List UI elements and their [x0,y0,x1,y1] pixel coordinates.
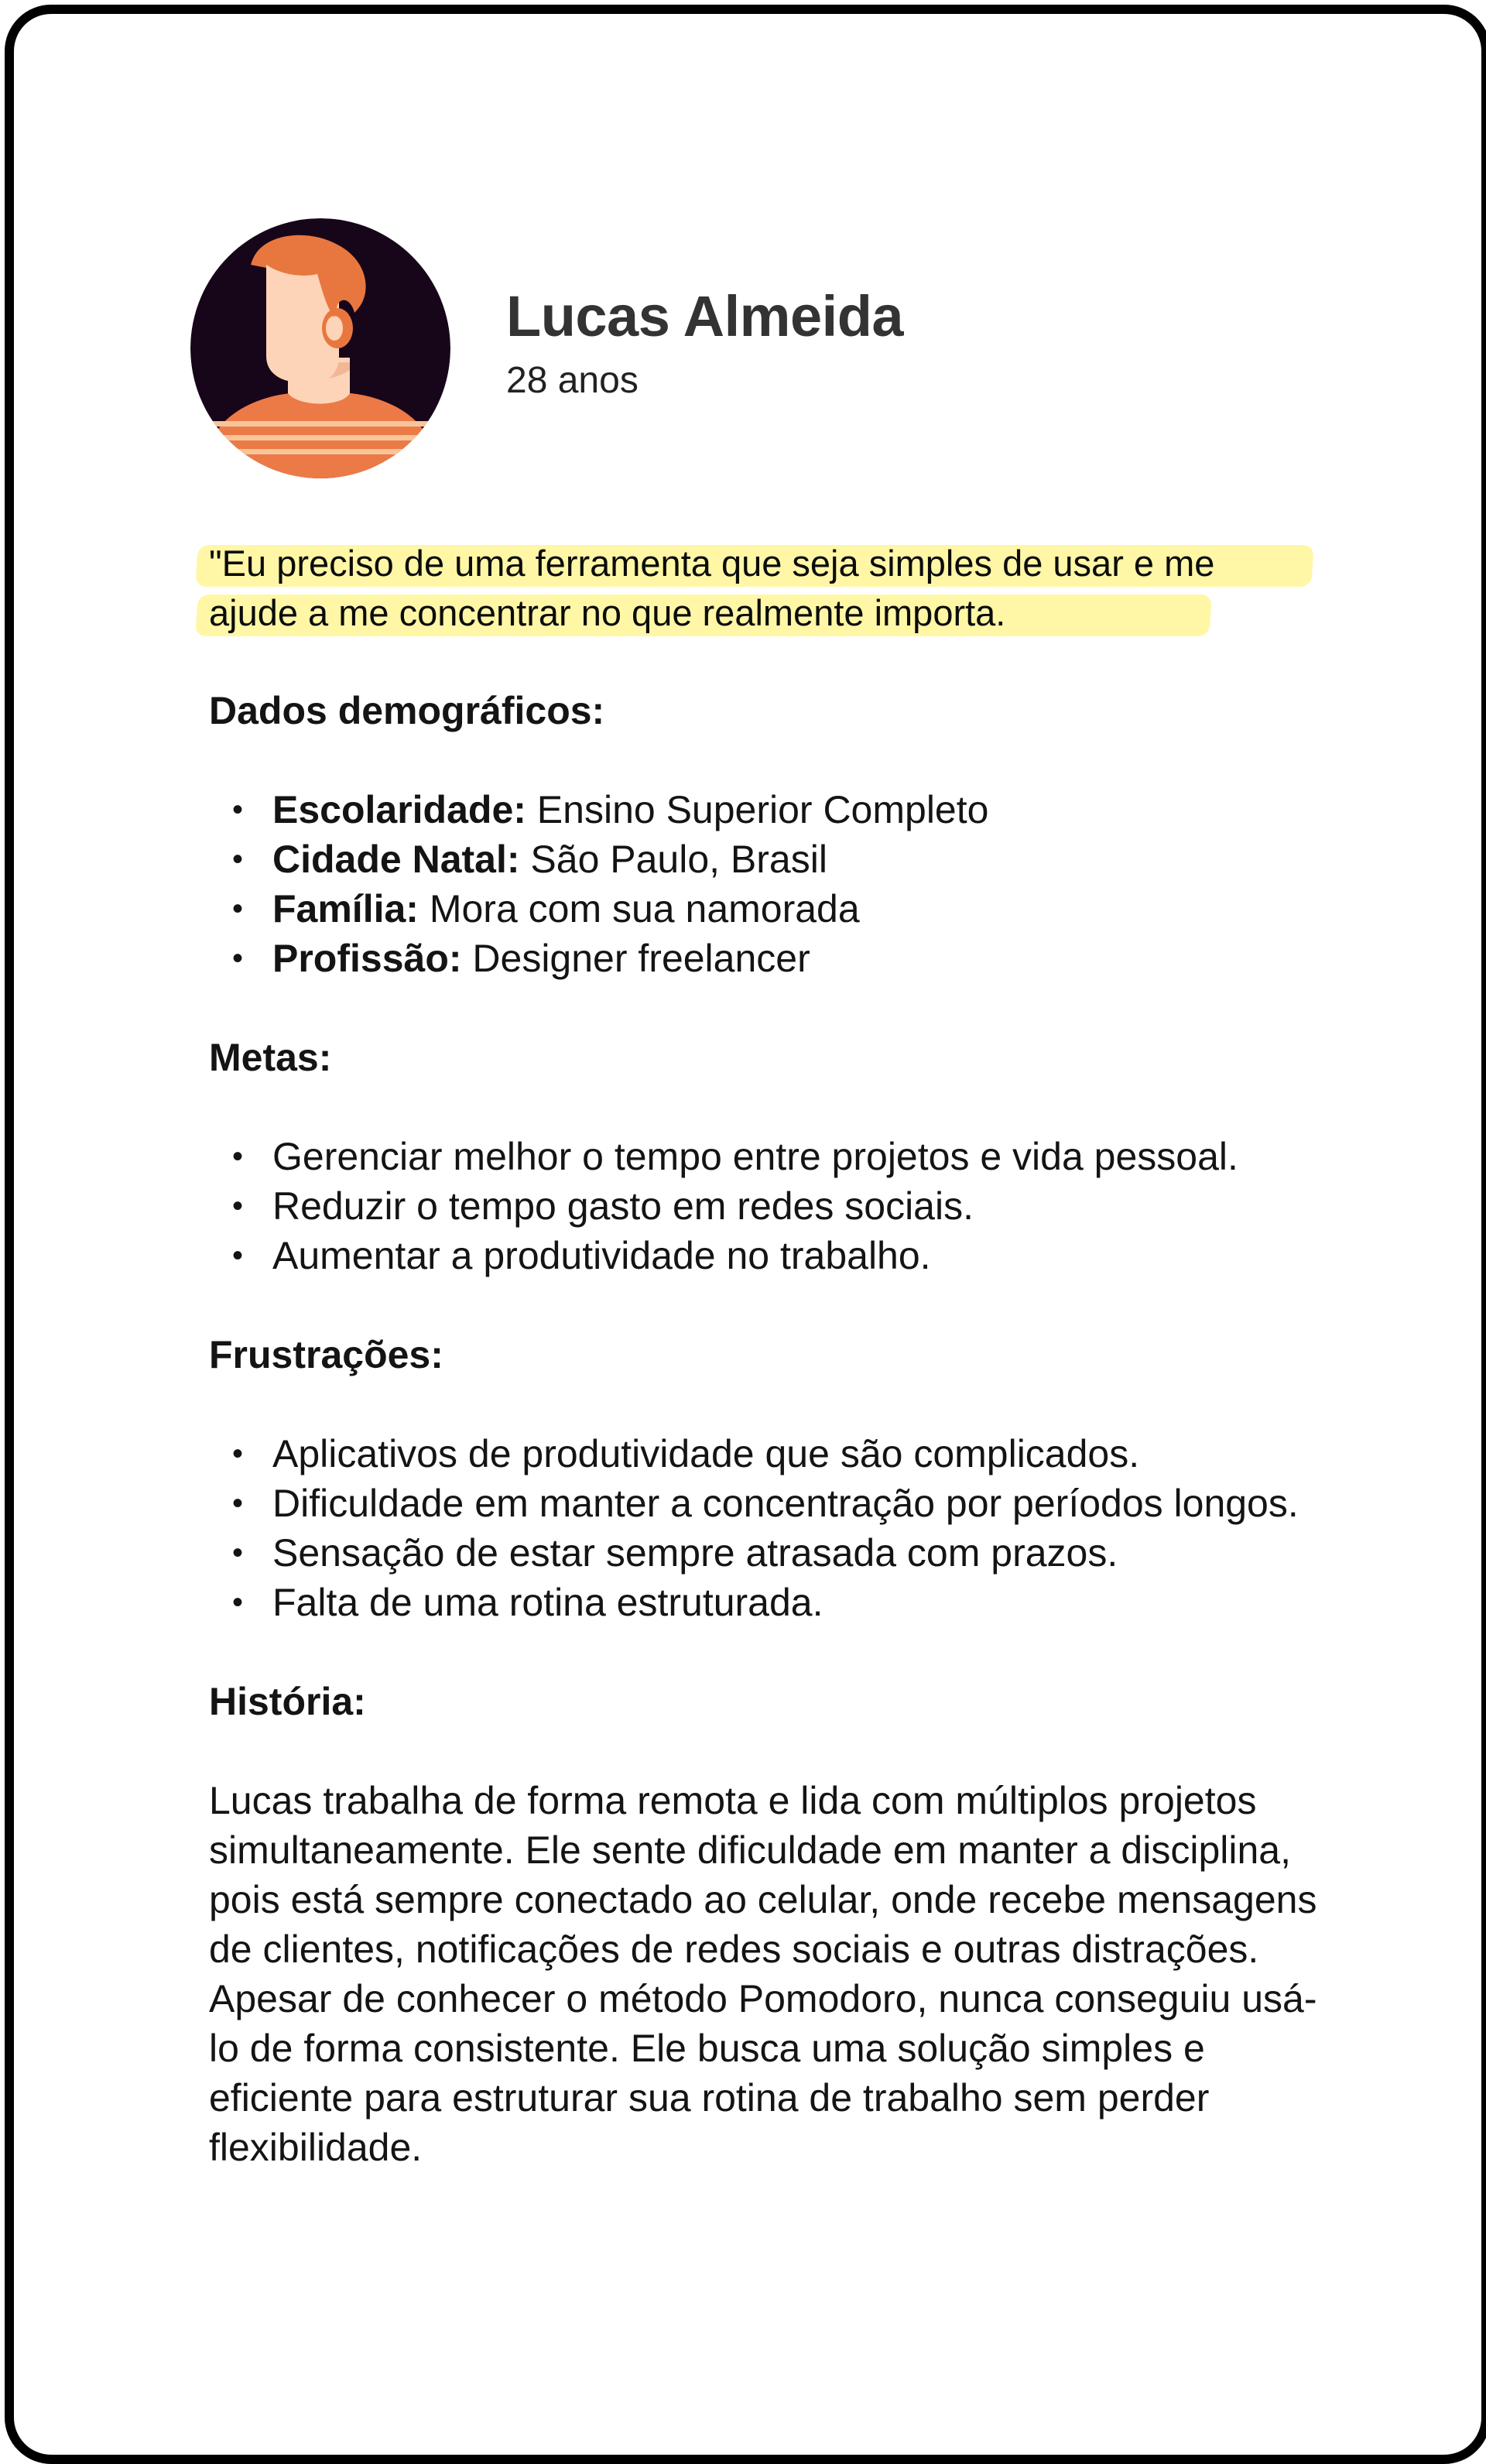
goals-list [209,1132,1323,1280]
item-label: Cidade Natal: [272,838,520,881]
list-item [209,785,1323,834]
persona-age: 28 anos [506,360,639,401]
persona-quote: "Eu preciso de uma ferramenta que seja simples de usar e me ajude a me concentrar no que realmente importa. [209,543,1215,633]
persona-card [5,5,1486,2464]
quote-block [197,539,1311,638]
demographics-list [209,785,1323,983]
item-value: São Paulo, Brasil [519,838,827,881]
frustrations-list [209,1429,1323,1627]
item-label: Escolaridade: [272,788,526,831]
list-item: • Aplicativos de produtividade que são complicados. [209,1429,1323,1479]
list-item [209,834,1323,884]
list-item: • Dificuldade em manter a concentração por períodos longos. [209,1479,1323,1528]
frustrations-heading: Frustrações: [209,1333,443,1376]
demographics-heading: Dados demográficos: [209,689,605,732]
list-item [209,884,1323,934]
list-item: • Sensação de estar sempre atrasada com prazos. [209,1528,1323,1578]
list-item: • Reduzir o tempo gasto em redes sociais. [209,1181,1323,1231]
item-value: Ensino Superior Completo [526,788,989,831]
item-label: Profissão: [272,937,462,980]
item-value: Designer freelancer [461,937,810,980]
persona-name: Lucas Almeida [506,284,904,348]
item-value: Mora com sua namorada [418,887,860,930]
avatar [190,218,450,478]
list-item: • Falta de uma rotina estruturada. [209,1578,1323,1627]
list-item: • Aumentar a produtividade no trabalho. [209,1231,1323,1280]
list-item: • Gerenciar melhor o tempo entre projetos e vida pessoal. [209,1132,1323,1181]
goals-heading: Metas: [209,1036,332,1079]
list-item [209,934,1323,983]
item-label: Família: [272,887,419,930]
story-heading: História: [209,1680,366,1723]
story-text: Lucas trabalha de forma remota e lida com múltiplos projetos simultaneamente. Ele sente dificuldade em manter a disciplina, pois está sempre conectado ao celular, onde recebe mensagens de clientes, notificações de redes sociais e outras distrações. Apesar de conhecer o método Pomodoro, nunca conseguiu usá-lo de forma consistente. Ele busca uma solução simples e eficiente para estruturar sua rotina de trabalho sem perder flexibilidade. [209,1779,1317,2169]
persona-details [209,686,1323,2172]
